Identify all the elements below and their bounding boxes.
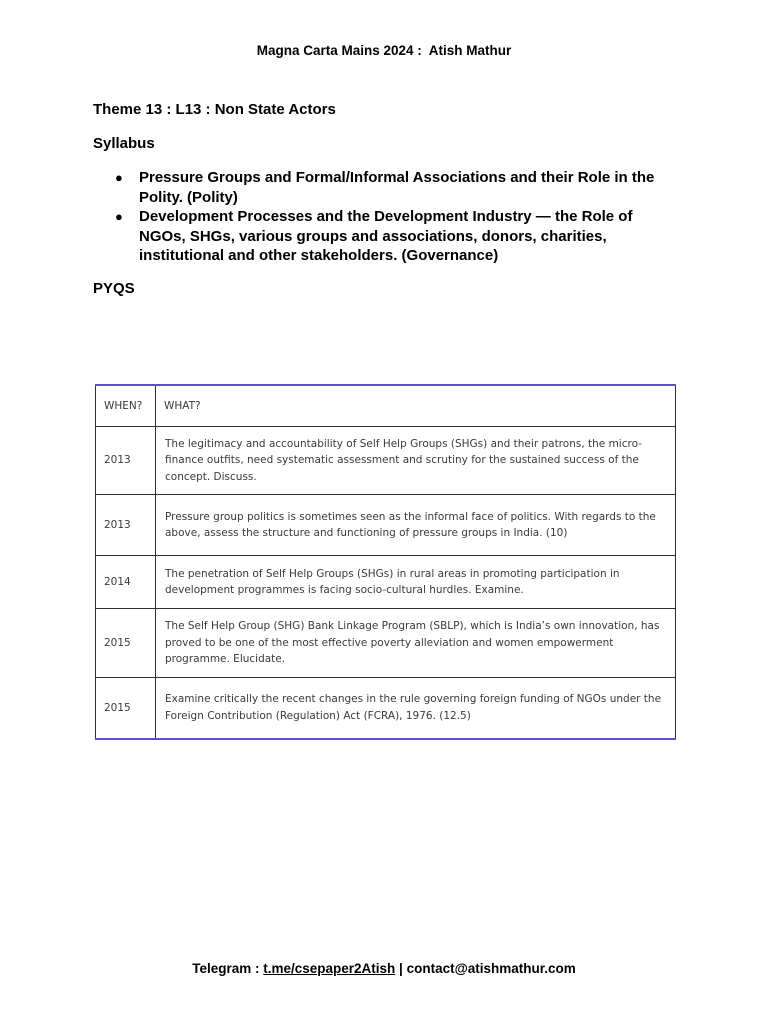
footer-prefix: Telegram :: [192, 961, 264, 976]
table-row: [96, 609, 676, 678]
syllabus-list: [93, 168, 683, 266]
syllabus-item: [93, 207, 683, 266]
year-cell: 2015: [96, 678, 156, 739]
telegram-link[interactable]: t.me/csepaper2Atish: [263, 961, 396, 976]
page-header: Magna Carta Mains 2024 : Atish Mathur: [256, 43, 512, 58]
column-header-when: WHEN?: [96, 385, 156, 427]
year-cell: 2013: [96, 495, 156, 556]
table-header-row: [96, 385, 676, 427]
pyq-table: [95, 384, 676, 740]
table-row: [96, 678, 676, 739]
table-row: [96, 556, 676, 609]
table-row: [96, 427, 676, 495]
bullet-icon: ●: [115, 209, 123, 224]
syllabus-item-text: Pressure Groups and Formal/Informal Associations and their Role in the Polity. (Polity): [139, 169, 655, 206]
table-row: [96, 495, 676, 556]
syllabus-heading: Syllabus: [93, 135, 155, 152]
question-cell: Pressure group politics is sometimes seen as the informal face of politics. With regards to the above, assess the structure and functioning of pressure groups in India. (10): [156, 495, 676, 556]
year-cell: 2014: [96, 556, 156, 609]
question-cell: The Self Help Group (SHG) Bank Linkage Program (SBLP), which is India’s own innovation, has proved to be one of the most effective poverty alleviation and women empowerment programme. Elucidate.: [156, 609, 676, 678]
theme-title: Theme 13 : L13 : Non State Actors: [93, 101, 336, 118]
column-header-what: WHAT?: [156, 385, 676, 427]
contact-email[interactable]: contact@atishmathur.com: [406, 961, 576, 976]
year-cell: 2013: [96, 427, 156, 495]
question-cell: Examine critically the recent changes in the rule governing foreign funding of NGOs under the Foreign Contribution (Regulation) Act (FCRA), 1976. (12.5): [156, 678, 676, 739]
pyqs-heading: PYQS: [93, 280, 135, 297]
year-cell: 2015: [96, 609, 156, 678]
footer-separator: |: [395, 961, 407, 976]
page-footer: [0, 961, 768, 976]
syllabus-item: [93, 168, 683, 207]
question-cell: The penetration of Self Help Groups (SHGs) in rural areas in promoting participation in development programmes is facing socio-cultural hurdles. Examine.: [156, 556, 676, 609]
question-cell: The legitimacy and accountability of Self Help Groups (SHGs) and their patrons, the micro-finance outfits, need systematic assessment and scrutiny for the sustained success of the concept. Discuss.: [156, 427, 676, 495]
syllabus-item-text: Development Processes and the Development Industry — the Role of NGOs, SHGs, various groups and associations, donors, charities, institutional and other stakeholders. (Governance): [139, 208, 633, 264]
bullet-icon: ●: [115, 170, 123, 185]
